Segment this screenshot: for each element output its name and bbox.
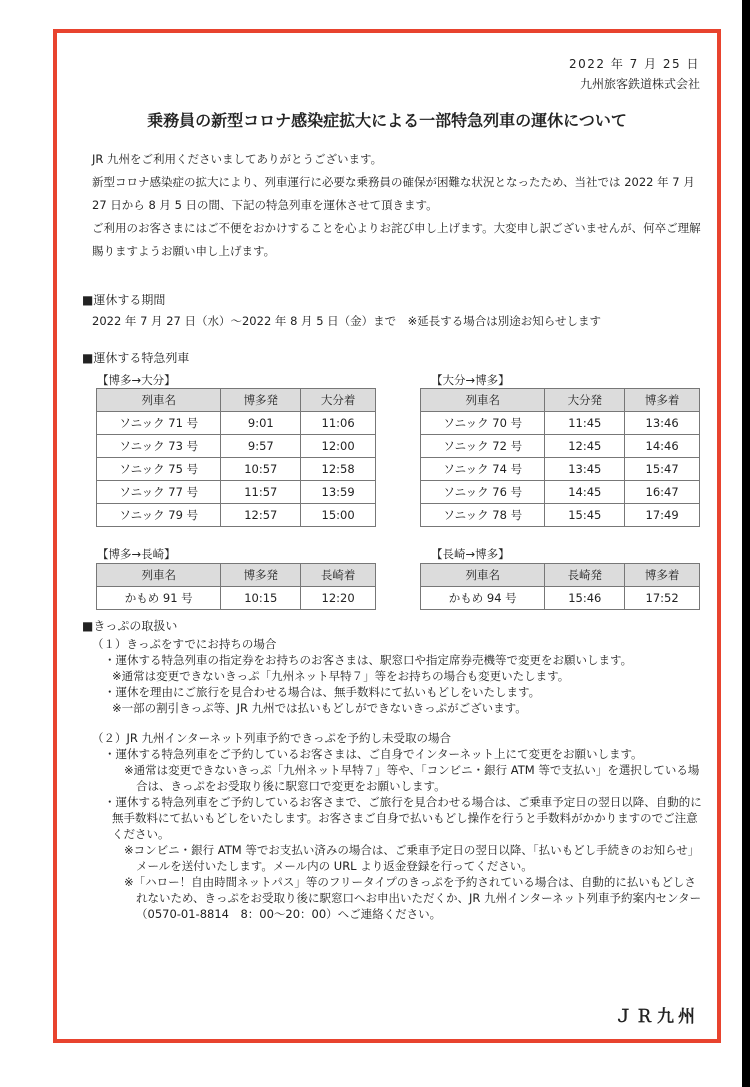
ticket-handling-notes: [82, 636, 707, 922]
table-row: [421, 458, 700, 481]
departure-cell: 12:45: [545, 435, 625, 458]
arrival-cell: 13:46: [625, 412, 700, 435]
train-name-cell: ソニック 79 号: [97, 504, 221, 527]
timetable-oita-hakata: [420, 388, 700, 527]
timetable-hakata-oita: [96, 388, 376, 527]
train-name-cell: ソニック 74 号: [421, 458, 545, 481]
table-row: [97, 587, 376, 610]
notice-document: [53, 29, 721, 1043]
train-name-cell: ソニック 76 号: [421, 481, 545, 504]
spacer: [82, 716, 707, 730]
intro-paragraph: JR 九州をご利用くださいましてありがとうございます。: [92, 152, 383, 166]
tickets-heading: ■きっぷの取扱い: [82, 619, 178, 633]
departure-cell: 9:57: [221, 435, 301, 458]
column-header: 列車名: [97, 389, 221, 412]
arrival-cell: 12:20: [301, 587, 376, 610]
arrival-cell: 11:06: [301, 412, 376, 435]
bullet-item: ・運休を理由にご旅行を見合わせる場合は、無手数料にて払いもどしをいたします。: [104, 685, 541, 699]
departure-cell: 15:46: [545, 587, 625, 610]
train-name-cell: ソニック 75 号: [97, 458, 221, 481]
bullet-item: ・運休する特急列車をご予約しているお客さまは、ご自身でインターネット上にて変更をお願いします。: [104, 747, 643, 761]
issuer-name: 九州旅客鉄道株式会社: [579, 77, 700, 91]
arrival-cell: 17:52: [625, 587, 700, 610]
column-header: 列車名: [421, 389, 545, 412]
route-label-nagasaki-hakata: 【長崎→博多】: [431, 547, 510, 561]
intro-paragraph: ご利用のお客さまにはご不便をおかけすることを心よりお詫び申し上げます。大変申し訳ございませんが、何卒ご理解賜りますようお願い申し上げます。: [92, 221, 701, 258]
note-item: ※「ハロー！自由時間ネットパス」等のフリータイプのきっぷを予約されている場合は、自動的に払いもどしされないため、きっぷをお受取り後に駅窓口へお申出いただくか、JR 九州インターネット列車予約案内センター（0570-01-8814 8：00〜20：00）へご連絡ください。: [124, 875, 702, 921]
note-item: ※通常は変更できないきっぷ「九州ネット早特７」等や、「コンビニ・銀行 ATM 等で支払い」を選択している場合は、きっぷをお受取り後に駅窓口で変更をお願いします。: [124, 763, 700, 793]
table-row: [421, 504, 700, 527]
column-header: 列車名: [97, 564, 221, 587]
train-name-cell: ソニック 78 号: [421, 504, 545, 527]
note-item: ※通常は変更できないきっぷ「九州ネット早特７」等をお持ちの場合も変更いたします。: [112, 669, 570, 683]
departure-cell: 13:45: [545, 458, 625, 481]
timetable-hakata-nagasaki: [96, 563, 376, 610]
column-header: 博多発: [221, 389, 301, 412]
train-name-cell: かもめ 91 号: [97, 587, 221, 610]
table-header-row: [421, 389, 700, 412]
table-header-row: [97, 564, 376, 587]
table-row: [421, 435, 700, 458]
table-row: [97, 504, 376, 527]
route-label-hakata-oita: 【博多→大分】: [97, 373, 176, 387]
column-header: 長崎発: [545, 564, 625, 587]
route-label-hakata-nagasaki: 【博多→長崎】: [97, 547, 176, 561]
train-name-cell: かもめ 94 号: [421, 587, 545, 610]
arrival-cell: 12:58: [301, 458, 376, 481]
arrival-cell: 13:59: [301, 481, 376, 504]
route-label-oita-hakata: 【大分→博多】: [431, 373, 510, 387]
departure-cell: 10:57: [221, 458, 301, 481]
table-row: [97, 458, 376, 481]
trains-heading: ■運休する特急列車: [82, 351, 190, 365]
train-name-cell: ソニック 73 号: [97, 435, 221, 458]
column-header: 博多着: [625, 564, 700, 587]
jr-kyushu-logo: ＪＲ九州: [615, 1007, 699, 1027]
column-header: 列車名: [421, 564, 545, 587]
arrival-cell: 14:46: [625, 435, 700, 458]
departure-cell: 15:45: [545, 504, 625, 527]
departure-cell: 11:45: [545, 412, 625, 435]
column-header: 博多着: [625, 389, 700, 412]
case-heading: （１）きっぷをすでにお持ちの場合: [92, 637, 277, 651]
column-header: 大分発: [545, 389, 625, 412]
table-row: [97, 435, 376, 458]
column-header: 長崎着: [301, 564, 376, 587]
departure-cell: 12:57: [221, 504, 301, 527]
arrival-cell: 15:00: [301, 504, 376, 527]
train-name-cell: ソニック 70 号: [421, 412, 545, 435]
table-row: [97, 412, 376, 435]
table-header-row: [97, 389, 376, 412]
train-name-cell: ソニック 77 号: [97, 481, 221, 504]
arrival-cell: 12:00: [301, 435, 376, 458]
intro-text: [82, 148, 702, 263]
notice-date: 2022 年 7 月 25 日: [568, 57, 700, 71]
period-heading: ■運休する期間: [82, 293, 166, 307]
train-name-cell: ソニック 72 号: [421, 435, 545, 458]
case-heading: （２）JR 九州インターネット列車予約できっぷを予約し未受取の場合: [92, 731, 451, 745]
period-text: 2022 年 7 月 27 日（水）〜2022 年 8 月 5 日（金）まで ※延長する場合は別途お知らせします: [92, 314, 601, 328]
table-row: [421, 587, 700, 610]
arrival-cell: 16:47: [625, 481, 700, 504]
column-header: 博多発: [221, 564, 301, 587]
column-header: 大分着: [301, 389, 376, 412]
right-edge-bar: [742, 0, 750, 1087]
note-item: ※一部の割引きっぷ等、JR 九州では払いもどしができないきっぷがございます。: [112, 701, 527, 715]
departure-cell: 14:45: [545, 481, 625, 504]
departure-cell: 10:15: [221, 587, 301, 610]
train-name-cell: ソニック 71 号: [97, 412, 221, 435]
bullet-item: ・運休する特急列車の指定券をお持ちのお客さまは、駅窓口や指定席券売機等で変更をお願いします。: [104, 653, 633, 667]
note-item: ※コンビニ・銀行 ATM 等でお支払い済みの場合は、ご乗車予定日の翌日以降、「払いもどし手続きのお知らせ」メールを送付いたします。メール内の URL より返金登録を行ってください。: [124, 843, 700, 873]
intro-paragraph: 新型コロナ感染症の拡大により、列車運行に必要な乗務員の確保が困難な状況となったため、当社では 2022 年 7 月 27 日から 8 月 5 日の間、下記の特急列車を運休させて頂きます。: [92, 175, 695, 212]
departure-cell: 11:57: [221, 481, 301, 504]
table-row: [421, 412, 700, 435]
timetable-nagasaki-hakata: [420, 563, 700, 610]
bullet-item: ・運休する特急列車をご予約しているお客さまで、ご旅行を見合わせる場合は、ご乗車予定日の翌日以降、自動的に無手数料にて払いもどしをいたします。お客さまご自身で払いもどし操作を行うと手数料がかかりますのでご注意ください。: [104, 795, 702, 841]
table-row: [97, 481, 376, 504]
notice-title: 乗務員の新型コロナ感染症拡大による一部特急列車の運休について: [147, 111, 627, 130]
table-header-row: [421, 564, 700, 587]
departure-cell: 9:01: [221, 412, 301, 435]
arrival-cell: 17:49: [625, 504, 700, 527]
table-row: [421, 481, 700, 504]
arrival-cell: 15:47: [625, 458, 700, 481]
